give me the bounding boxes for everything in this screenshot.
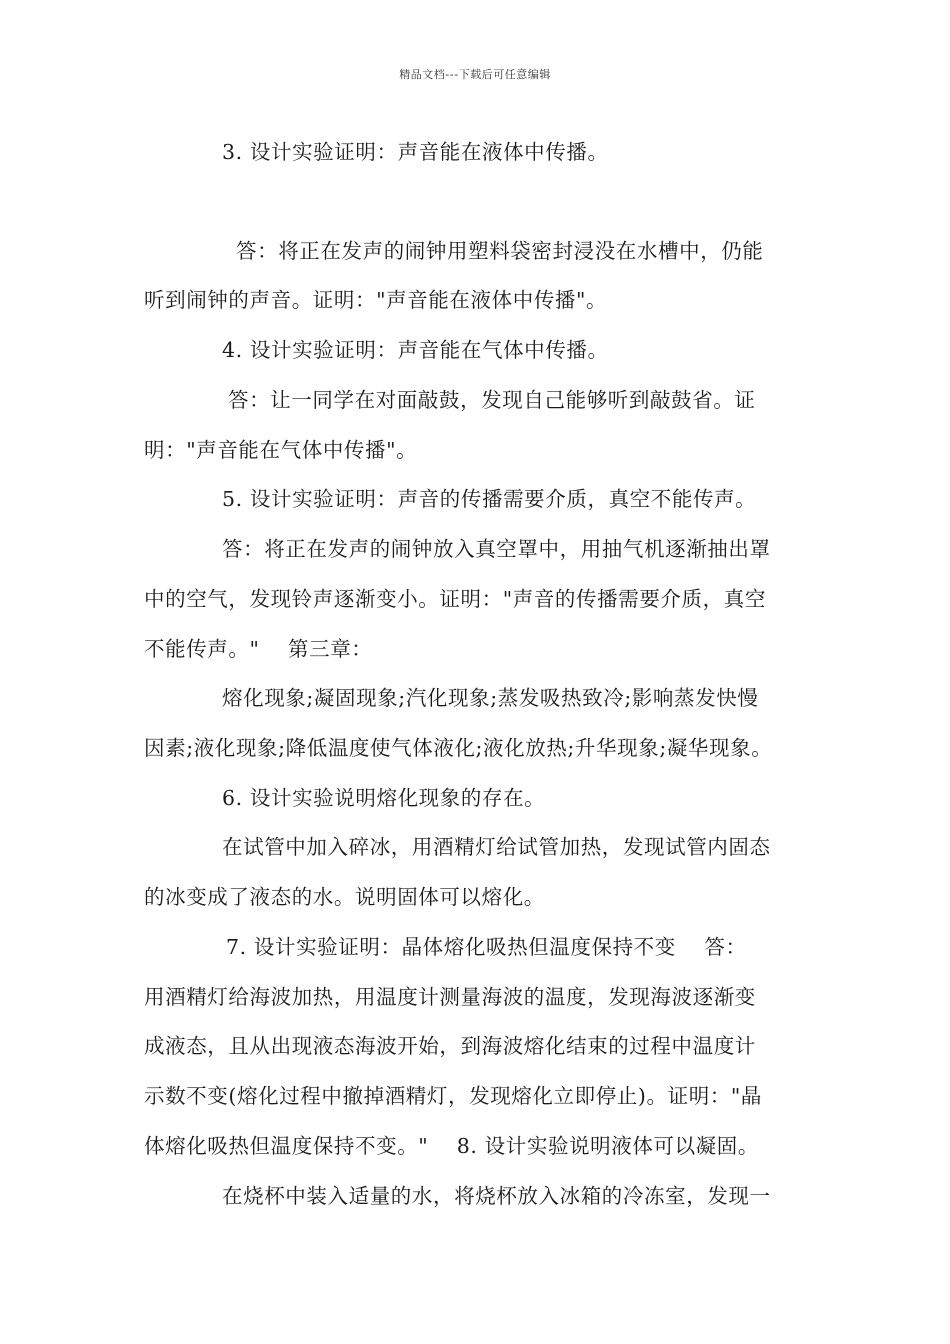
chapter-3-topics-line-2: 因素;液化现象;降低温度使气体液化;液化放热;升华现象;凝华现象。 <box>144 736 773 760</box>
question-5: 5. 设计实验证明：声音的传播需要介质，真空不能传声。 <box>222 487 757 511</box>
answer-6-line-1: 在试管中加入碎冰，用酒精灯给试管加热，发现试管内固态 <box>222 835 771 859</box>
answer-3-line-2: 听到闹钟的声音。证明："声音能在液体中传播"。 <box>144 288 608 312</box>
answer-4-line-1: 答：让一同学在对面敲鼓，发现自己能够听到敲鼓省。证 <box>228 388 756 412</box>
page-header: 精品文档---下载后可任意编辑 <box>399 68 551 81</box>
answer-3-line-1: 答：将正在发声的闹钟用塑料袋密封浸没在水槽中，仍能 <box>236 239 764 263</box>
answer-8-line-1: 在烧杯中装入适量的水，将烧杯放入冰箱的冷冻室，发现一 <box>222 1184 771 1208</box>
answer-7-line-2: 成液态，且从出现液态海波开始，到海波熔化结束的过程中温度计 <box>144 1034 756 1058</box>
chapter-3-topics-line-1: 熔化现象;凝固现象;汽化现象;蒸发吸热致冷;影响蒸发快慢 <box>222 686 759 710</box>
answer-5-line-2: 中的空气，发现铃声逐渐变小。证明："声音的传播需要介质，真空 <box>144 587 766 611</box>
answer-5-line-3: 不能传声。" 第三章： <box>144 637 373 661</box>
question-4: 4. 设计实验证明：声音能在气体中传播。 <box>222 338 609 362</box>
question-3: 3. 设计实验证明：声音能在液体中传播。 <box>222 140 609 164</box>
answer-5-line-1: 答：将正在发声的闹钟放入真空罩中，用抽气机逐渐抽出罩 <box>222 537 771 561</box>
question-7: 7. 设计实验证明：晶体熔化吸热但温度保持不变 答： <box>226 935 747 959</box>
answer-7-line-1: 用酒精灯给海波加热，用温度计测量海波的温度，发现海波逐渐变 <box>144 985 756 1009</box>
answer-4-line-2: 明："声音能在气体中传播"。 <box>144 438 418 462</box>
answer-7-line-4: 体熔化吸热但温度保持不变。" 8. 设计实验说明液体可以凝固。 <box>144 1134 759 1158</box>
answer-6-line-2: 的冰变成了液态的水。说明固体可以熔化。 <box>144 885 545 909</box>
question-6: 6. 设计实验说明熔化现象的存在。 <box>222 786 546 810</box>
answer-7-line-3: 示数不变(熔化过程中撤掉酒精灯，发现熔化立即停止)。证明："晶 <box>144 1084 763 1108</box>
